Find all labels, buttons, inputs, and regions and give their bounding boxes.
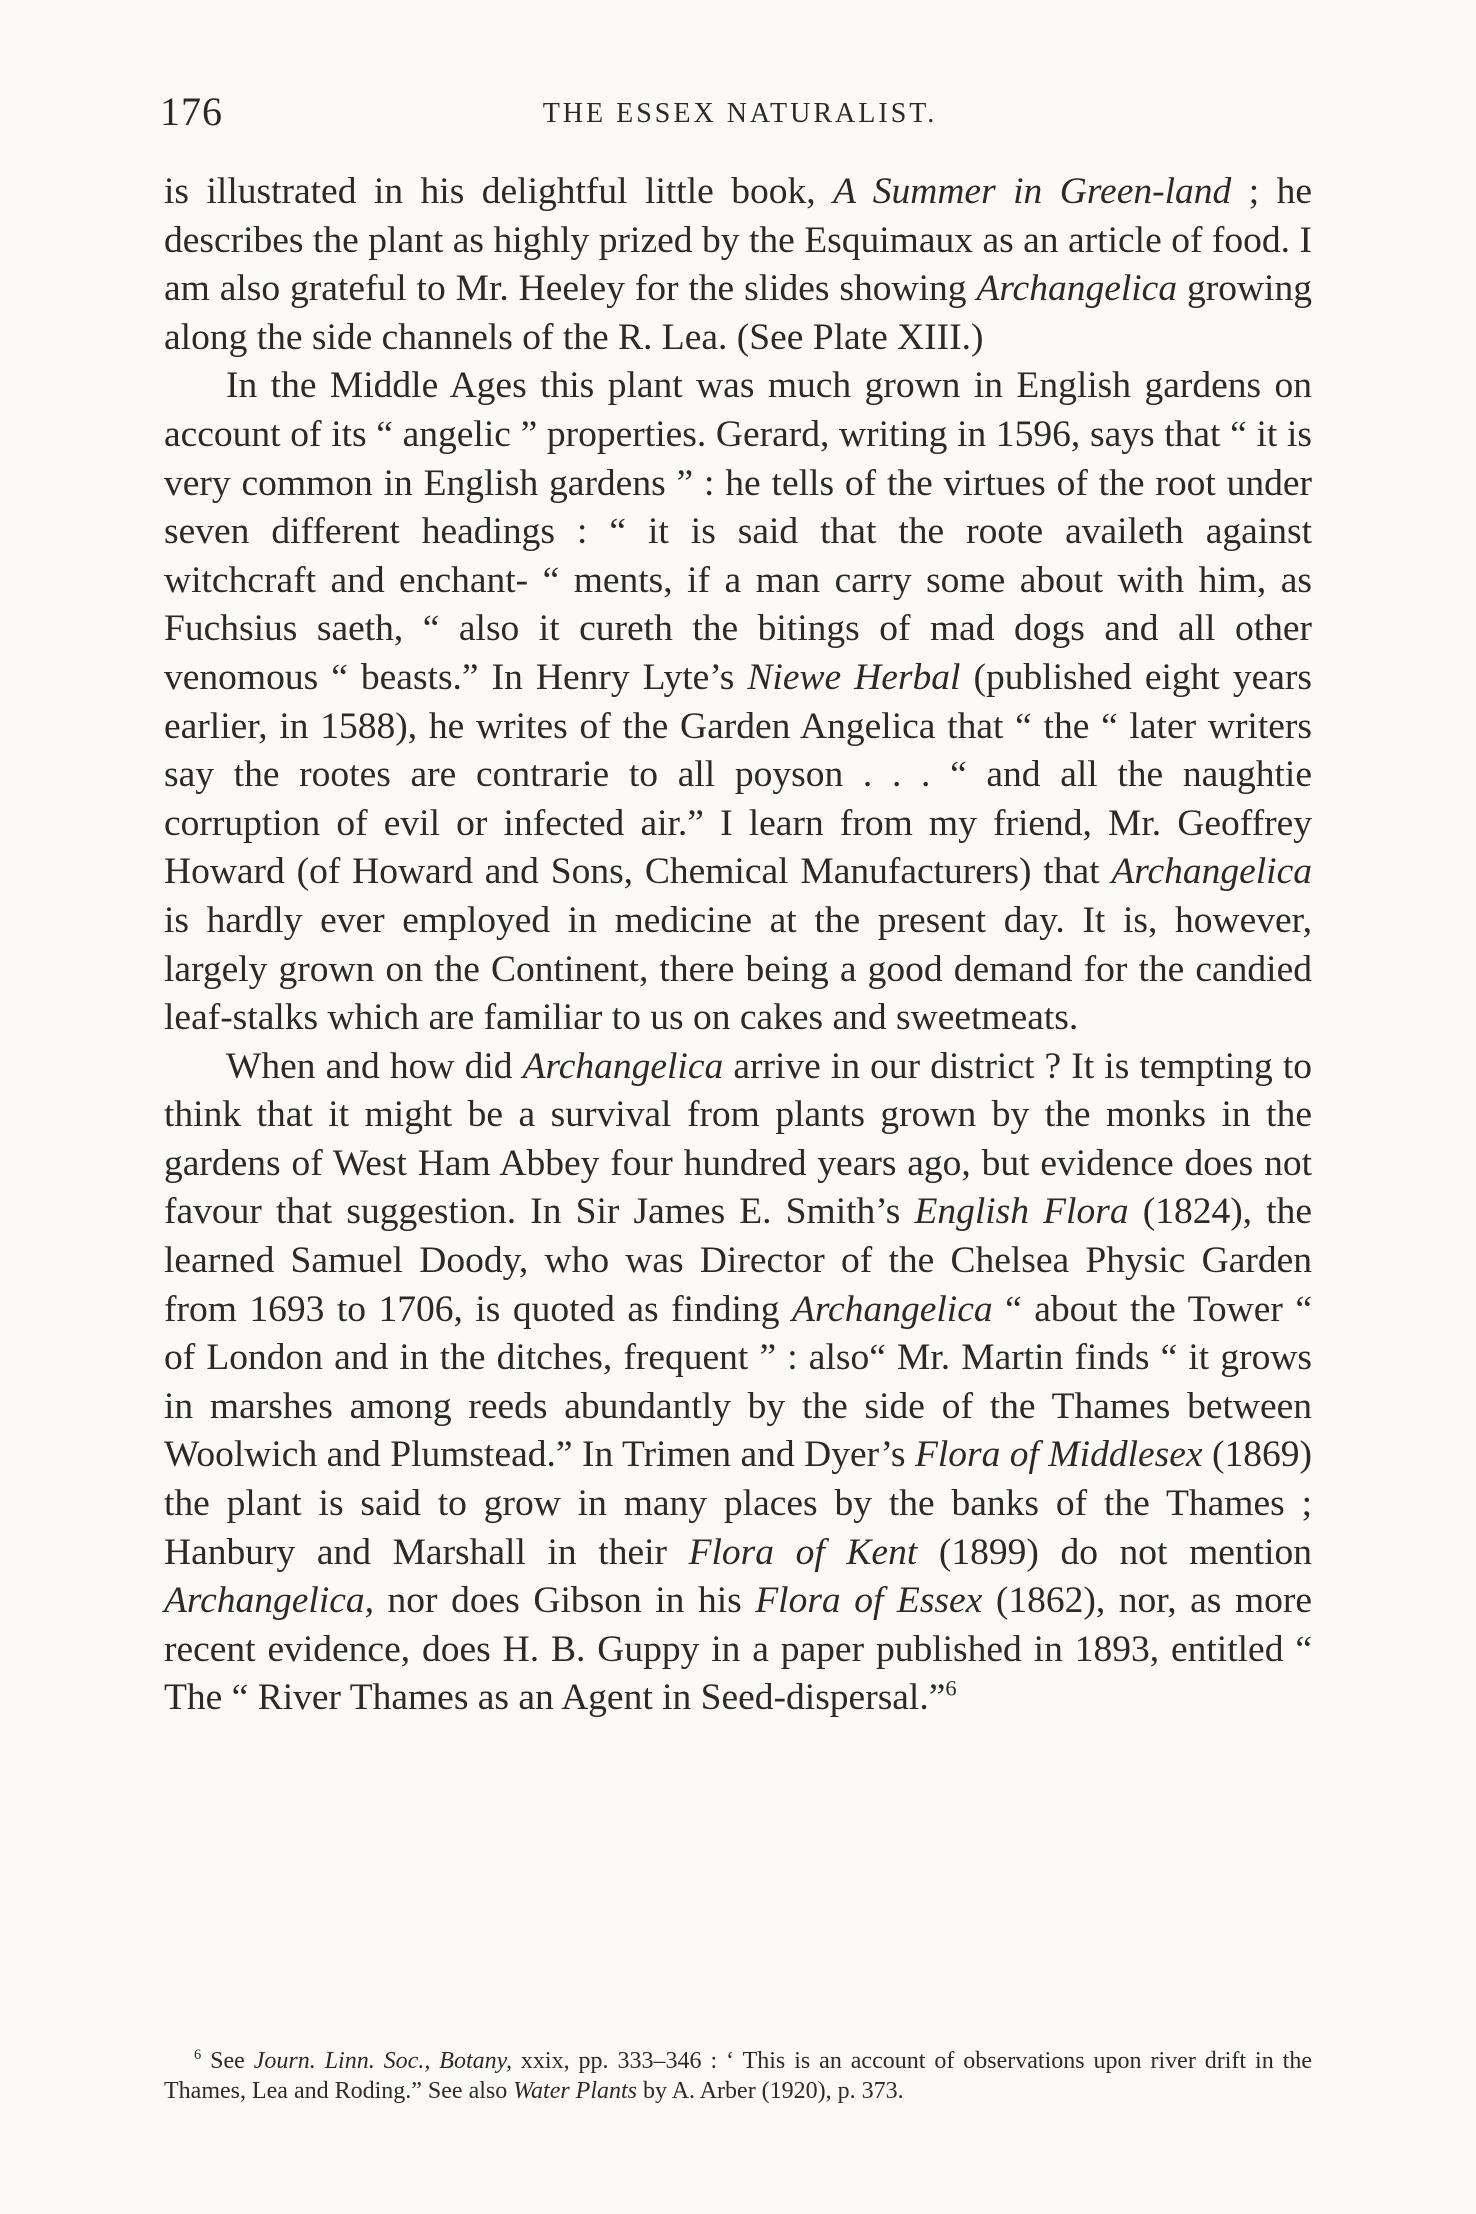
italic-text: Archangelica,	[164, 1580, 375, 1622]
running-head: THE ESSEX NATURALIST.	[542, 98, 938, 129]
footnote-marker: 6	[945, 1675, 957, 1701]
italic-text: Water Plants	[513, 2078, 638, 2104]
italic-text: A Summer in Green-land	[833, 171, 1232, 212]
paragraph	[164, 168, 1312, 362]
page-number: 176	[160, 89, 223, 134]
text-run: (1869) the plant is said to grow in many places by the banks of the Thames ; Hanbury and Marshall in their	[164, 1434, 1312, 1573]
text-run: growing along the side channels of the R. Lea. (See Plate XIII.)	[164, 268, 1312, 358]
text-run: See	[201, 2048, 254, 2074]
text-run: arrive in our district ? It is tempting to think that it might be a survival from plants grown by the monks in the gardens of West Ham Abbey four hundred years ago, but evidence does not favour that suggestion. In Sir James E. Smith’s	[164, 1045, 1312, 1233]
italic-text: Archangelica	[522, 1045, 724, 1087]
body-text	[164, 168, 1312, 1723]
page-header	[160, 88, 1320, 138]
footnote	[164, 2046, 1312, 2106]
italic-text: Archangelica	[1111, 851, 1312, 893]
text-run: “ about the Tower “ of London and in the ditches, frequent ” : also“ Mr. Martin finds “ it grows in marshes among reeds abundantly by the side of the Thames between Woolwich and Plumstead.” In Trimen and Dyer’s	[164, 1288, 1312, 1476]
italic-text: Flora of Essex	[755, 1580, 983, 1622]
text-run: by A. Arber (1920), p. 373.	[637, 2078, 904, 2104]
footnotes	[164, 2046, 1312, 2106]
text-run: (1862), nor, as more recent evidence, does H. B. Guppy in a paper published in 1893, entitled “ The “ River Thames as an Agent in Seed-dispersal.”	[164, 1580, 1312, 1719]
text-run: When and how did	[226, 1045, 523, 1087]
italic-text: Archangelica	[976, 268, 1178, 310]
text-run: (1899) do not mention	[917, 1531, 1312, 1573]
text-run: (1824), the learned Samuel Doody, who was Director of the Chelsea Physic Garden from 1693 to 1706, is quoted as finding	[164, 1191, 1312, 1330]
italic-text: Flora of Kent	[688, 1531, 918, 1573]
italic-text: Flora of Middlesex	[914, 1434, 1203, 1476]
italic-text: Journ. Linn. Soc., Botany,	[253, 2048, 512, 2074]
paragraph	[164, 362, 1312, 1042]
text-run: nor does Gibson in his	[374, 1580, 756, 1622]
text-run: is illustrated in his delightful little book,	[164, 171, 834, 212]
text-run: (published eight years earlier, in 1588), he writes of the Garden Angelica that “ the “ later writers say the rootes are contrarie to all poyson . . . “ and all the naughtie corruption of evil or infected air.” I learn from my friend, Mr. Geoffrey Howard (of Howard and Sons, Chemical Manufacturers) that	[164, 656, 1312, 893]
text-run: is hardly ever employed in medicine at the present day. It is, however, largely grown on the Continent, there being a good demand for the candied leaf-stalks which are familiar to us on cakes and sweetmeats.	[164, 899, 1312, 1039]
text-run: xxix, pp. 333–346 : ‘ This is an account of observations upon river drift in the Thames, Lea and Roding.” See also	[164, 2048, 1312, 2104]
footnote-marker: 6	[194, 2047, 202, 2063]
italic-text: Archangelica	[791, 1288, 993, 1330]
italic-text: English Flora	[914, 1191, 1129, 1233]
text-run: ; he describes the plant as highly prized by the Esquimaux as an article of food. I am also grateful to Mr. Heeley for the slides showing	[164, 171, 1312, 310]
text-run: In the Middle Ages this plant was much grown in English gardens on account of its “ angelic ” properties. Gerard, writing in 1596, says that “ it is very common in English gardens ” : he tells of the virtues of the root under seven different headings : “ it is said that the roote availeth against witchcraft and enchant- “ ments, if a man carry some about with him, as Fuchsius saeth, “ also it cureth the bitings of mad dogs and all other venomous “ beasts.” In Henry Lyte’s	[164, 365, 1312, 698]
italic-text: Niewe Herbal	[747, 656, 961, 698]
paragraph	[164, 1043, 1312, 1723]
